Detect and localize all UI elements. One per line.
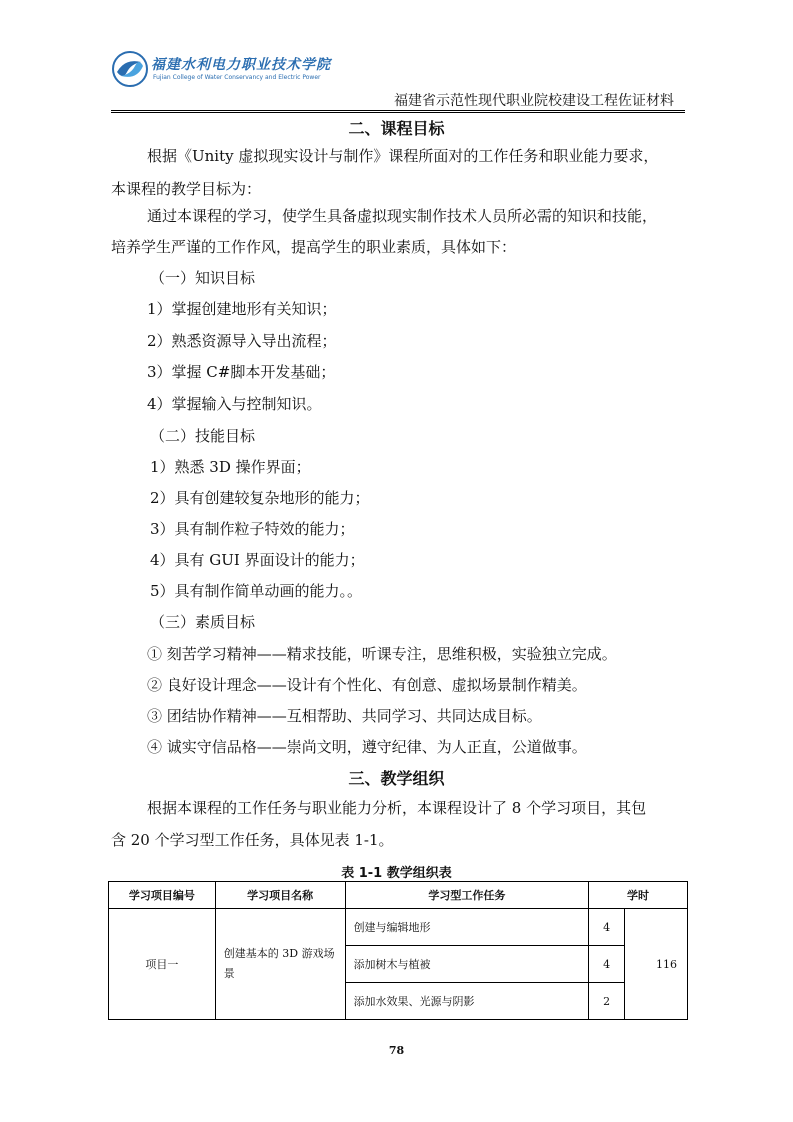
paragraph-line: 含 20 个学习型工作任务，具体见表 1-1。 [111,831,394,849]
logo-english-text: Fujian College of Water Conservancy and Electric Power [153,74,321,81]
list-item: 1）掌握创建地形有关知识； [147,300,337,318]
subsection-title-quality: （三）素质目标 [150,613,256,631]
list-item: 4）具有 GUI 界面设计的能力； [150,551,365,569]
list-item: 1）熟悉 3D 操作界面； [150,458,311,476]
list-item: 2）熟悉资源导入导出流程； [147,332,337,350]
total-hours-cell: 116 [625,909,688,1020]
table-header-row [109,882,688,909]
section-heading-course-goals: 二、课程目标 [348,119,445,138]
list-item: ② 良好设计理念——设计有个性化、有创意、虚拟场景制作精美。 [147,676,587,694]
task-name-cell: 添加树木与植被 [345,946,589,983]
project-name-cell: 创建基本的 3D 游戏场景 [215,909,345,1020]
task-hours-cell: 2 [589,983,625,1020]
task-hours-cell: 4 [589,909,625,946]
page-number: 78 [388,1044,405,1057]
task-hours-cell: 4 [589,946,625,983]
college-emblem-icon [111,50,151,88]
list-item: 2）具有创建较复杂地形的能力； [150,489,370,507]
table-row [109,909,688,946]
column-header: 学时 [589,882,688,909]
paragraph-line: 根据《Unity 虚拟现实设计与制作》课程所面对的工作任务和职业能力要求， [147,147,659,165]
list-item: 4）掌握输入与控制知识。 [147,395,322,413]
list-item: 3）掌握 C#脚本开发基础； [147,363,336,381]
paragraph-line: 本课程的教学目标为： [111,180,262,198]
list-item: 5）具有制作简单动画的能力。。 [150,582,363,600]
list-item: ① 刻苦学习精神——精求技能，听课专注，思维积极，实验独立完成。 [147,645,617,663]
list-item: ③ 团结协作精神——互相帮助、共同学习、共同达成目标。 [147,707,542,725]
teaching-organization-table [108,881,688,1020]
subsection-title-skills: （二）技能目标 [150,427,256,445]
column-header: 学习型工作任务 [345,882,589,909]
paragraph-line: 培养学生严谨的工作作风，提高学生的职业素质，具体如下： [111,238,517,256]
column-header: 学习项目编号 [109,882,216,909]
list-item: ④ 诚实守信品格——崇尚文明，遵守纪律、为人正直，公道做事。 [147,738,587,756]
column-header: 学习项目名称 [215,882,345,909]
subsection-title-knowledge: （一）知识目标 [150,269,256,287]
college-logo [111,50,331,88]
task-name-cell: 添加水效果、光源与阴影 [345,983,589,1020]
logo-chinese-text: 福建水利电力职业技术学院 [151,57,331,73]
header-divider [111,110,685,111]
paragraph-line: 通过本课程的学习，使学生具备虚拟现实制作技术人员所必需的知识和技能， [147,207,658,225]
section-heading-teaching-organization: 三、教学组织 [348,769,445,788]
list-item: 3）具有制作粒子特效的能力； [150,520,355,538]
header-divider-secondary [111,112,685,113]
task-name-cell: 创建与编辑地形 [345,909,589,946]
table-caption: 表 1-1 教学组织表 [341,866,452,881]
project-id-cell: 项目一 [109,909,216,1020]
paragraph-line: 根据本课程的工作任务与职业能力分析，本课程设计了 8 个学习项目，其包 [147,799,647,817]
header-title: 福建省示范性现代职业院校建设工程佐证材料 [394,93,674,109]
